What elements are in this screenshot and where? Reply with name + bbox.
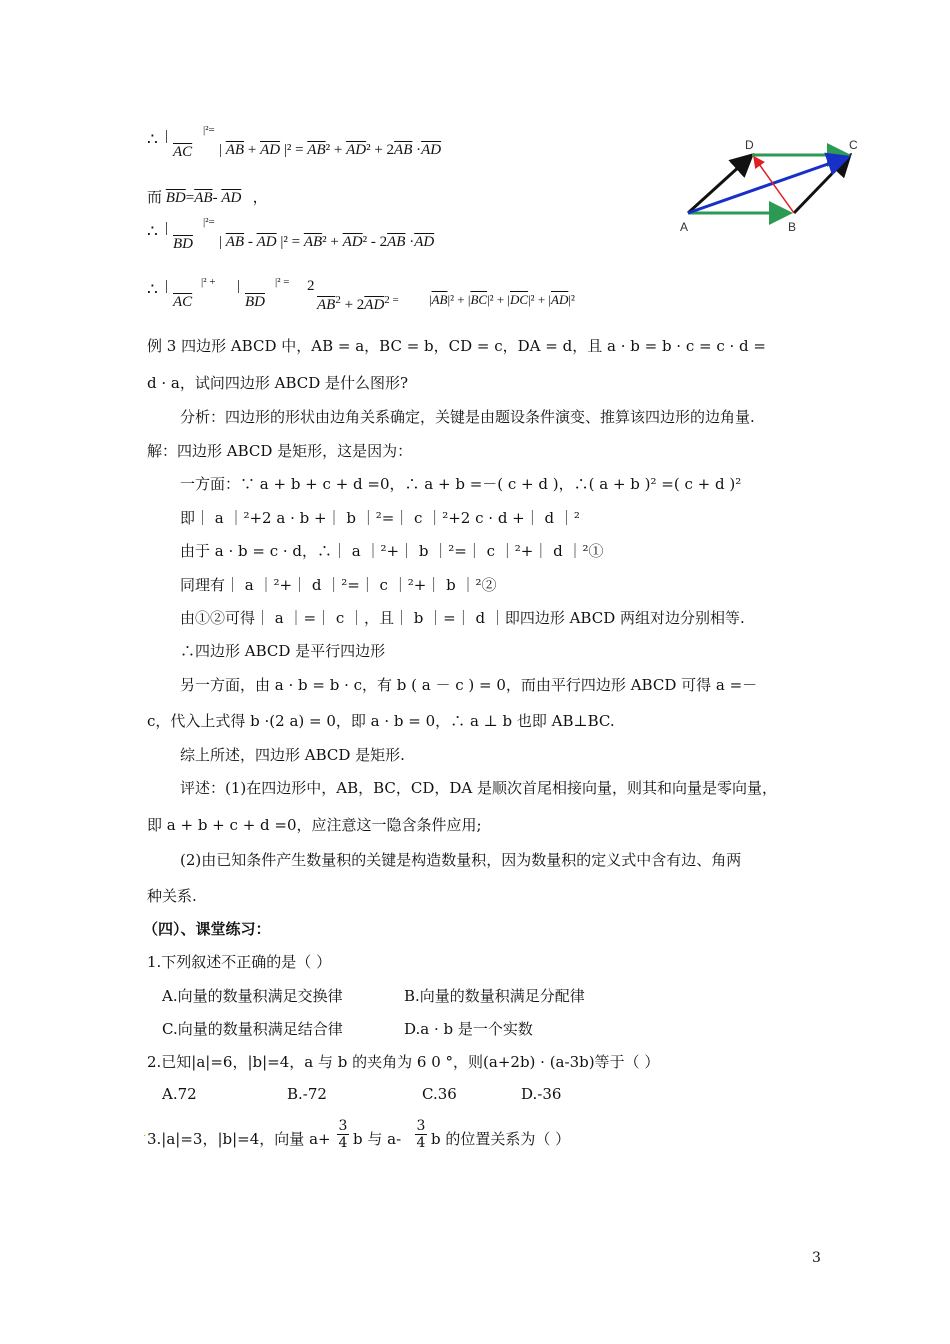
formula-bd-squared: ∴ | $\overline{BD}$ |²= | $\overline{AB} - \overline{AD}$ $|^2 = \overline{AB}^2 + \overline{AD}^2 - 2\overline{AB} \cdot\overline{AD}$ <box>147 216 435 252</box>
label-c: C <box>849 138 858 152</box>
comment-line-3: (2)由已知条件产生数量积的关键是构造数量积，因为数量积的定义式中含有边、角两 <box>180 851 742 869</box>
question-2-option-c: C.36 <box>422 1085 457 1103</box>
solution-step-5: 由①②可得｜ a ｜=｜ c ｜，且｜ b ｜=｜ d ｜即四边形 ABCD 两组对边分别相等. <box>180 609 745 627</box>
fraction-2 <box>415 1118 427 1151</box>
comment-line-2: 即 a + b + c + d =0，应注意这一隐含条件应用; <box>147 816 482 834</box>
solution-step-1: 一方面：∵ a + b + c + d =0，∴ a + b =－( c + d )，∴( a + b )² =( c + d )² <box>180 475 742 493</box>
practice-heading: （四）、课堂练习： <box>143 920 271 938</box>
example-line-2: d · a，试问四边形 ABCD 是什么图形? <box>147 374 409 392</box>
page-number: 3 <box>812 1250 821 1266</box>
question-1-option-b: B.向量的数量积满足分配律 <box>404 987 585 1005</box>
vector-bd <box>754 157 794 213</box>
comment-line-4: 种关系. <box>147 887 197 905</box>
question-2-option-a: A.72 <box>162 1085 197 1103</box>
fraction-2-num: 3 <box>416 1118 426 1134</box>
fraction-2-den: 4 <box>416 1135 426 1151</box>
fraction-1-num: 3 <box>338 1118 348 1134</box>
comment-line-1: 评述：(1)在四边形中，AB，BC，CD，DA 是顺次首尾相接向量，则其和向量是零向量， <box>180 779 778 797</box>
question-3-suffix: b 的位置关系为（ ） <box>431 1130 571 1148</box>
vector-ac <box>688 157 848 213</box>
question-3-prefix: 3.|a|=3，|b|=4，向量 a+ <box>147 1130 331 1148</box>
question-1-option-c: C.向量的数量积满足结合律 <box>162 1020 343 1038</box>
fraction-1-den: 4 <box>338 1135 348 1151</box>
question-1-option-a: A.向量的数量积满足交换律 <box>162 987 343 1005</box>
question-1: 1.下列叙述不正确的是（ ） <box>147 953 332 971</box>
fraction-1 <box>337 1118 349 1151</box>
formula-bd-definition: 而 $\overline{BD}=\overline{AB}-$ $\overline{AD}$ ， <box>147 190 268 206</box>
formula-ac-squared: ∴ | $\overline{AC}$ |²= | $\overline{AB} + \overline{AD}$ $|^2 = \overline{AB}^2 + \overline{AD}^2 + 2\overline{AB} \cdot\overline{AD}$ <box>147 124 442 160</box>
question-3-mid: b 与 a- <box>353 1130 402 1148</box>
solution-step-3: 由于 a · b = c · d，∴｜ a ｜²+｜ b ｜²=｜ c ｜²+｜ d ｜²① <box>180 542 604 560</box>
question-1-option-d: D.a · b 是一个实数 <box>404 1020 533 1038</box>
vector-ad <box>688 155 752 213</box>
parallelogram-diagram <box>672 130 872 240</box>
question-2-option-b: B.-72 <box>287 1085 327 1103</box>
solution-step-4: 同理有｜ a ｜²+｜ d ｜²=｜ c ｜²+｜ b ｜²② <box>180 576 497 594</box>
vector-bc <box>794 155 850 213</box>
solution-step-7: 另一方面，由 a · b = b · c，有 b ( a － c ) = 0，而由平行四边形 ABCD 可得 a =－ <box>180 676 758 694</box>
question-2-option-d: D.-36 <box>521 1085 562 1103</box>
marker-dot: . <box>143 1128 147 1139</box>
example-line-1: 例 3 四边形 ABCD 中，AB = a，BC = b，CD = c，DA = d，且 a · b = b · c = c · d = <box>147 337 766 355</box>
formula-sum-squares: ∴ | $\overline{AC}$ |² + | $\overline{BD}$ |² = 2 $\overline{AB}^2 + 2\overline{AD}^{2 =}$ $|\overline{AB}|^2 + |\overline{BC}|^2 + |\overline{DC}|^2 + |\overline{AD}|^2$ <box>147 276 575 313</box>
solution-step-9: 综上所述，四边形 ABCD 是矩形. <box>180 746 405 764</box>
solution-step-6: ∴四边形 ABCD 是平行四边形 <box>180 642 386 660</box>
solution-step-2: 即｜ a ｜²+2 a · b +｜ b ｜²=｜ c ｜²+2 c · d +｜ d ｜² <box>180 509 580 527</box>
solution-intro: 解：四边形 ABCD 是矩形，这是因为： <box>147 442 413 460</box>
label-d: D <box>745 138 754 152</box>
label-a: A <box>680 220 689 234</box>
label-b: B <box>788 220 797 234</box>
solution-step-8: c，代入上式得 b ·(2 a) = 0，即 a · b = 0，∴ a ⊥ b 也即 AB⊥BC. <box>147 712 615 730</box>
question-2: 2.已知|a|=6，|b|=4，a 与 b 的夹角为 6 0 °，则(a+2b) · (a-3b)等于（ ） <box>147 1053 660 1071</box>
analysis-text: 分析：四边形的形状由边角关系确定，关键是由题设条件演变、推算该四边形的边角量. <box>180 408 755 426</box>
